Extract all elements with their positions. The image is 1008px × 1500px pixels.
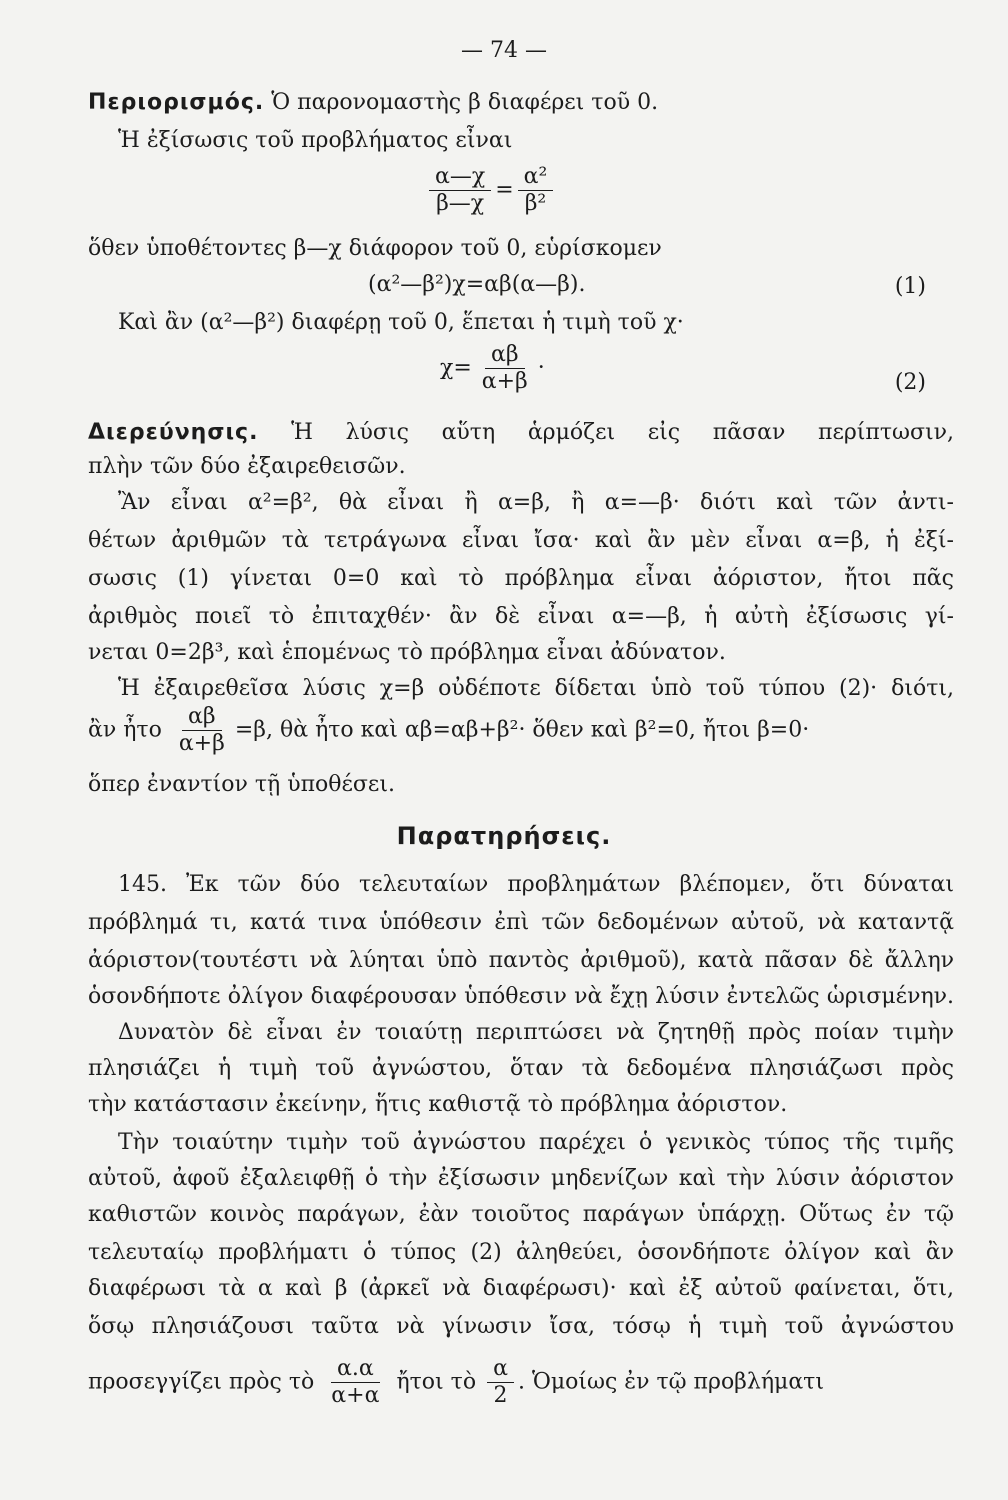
section-145-p3-line: Τὴν τοιαύτην τιμὴν τοῦ ἀγνώστου παρέχει ὁ γενικὸς τύπος τῆς τιμῆς	[118, 1130, 954, 1155]
equation-2: χ= $\frac{\alpha\beta}{\alpha+\beta}$ ·	[440, 342, 545, 394]
observations-heading: Παρατηρήσεις.	[396, 822, 612, 850]
section-145-line: ὁσονδήποτε ὀλίγον διαφέρουσαν ὑπόθεσιν νὰ ἔχῃ λύσιν ἐντελῶς ὡρισμένην.	[88, 984, 954, 1009]
section-145-line: ἀόριστον(τουτέστι νὰ λύηται ὑπὸ παντὸς ἀριθμοῦ), κατὰ πᾶσαν δὲ ἄλλην	[88, 948, 954, 973]
and-if-line: Καὶ ἂν (α²—β²) διαφέρῃ τοῦ 0, ἕπεται ἡ τιμὴ τοῦ χ·	[118, 310, 684, 335]
equation-1: (α²—β²)χ=αβ(α—β).	[368, 272, 586, 297]
discussion-line-2: πλὴν τῶν δύο ἐξαιρεθεισῶν.	[88, 454, 406, 479]
fraction-a-over-2: $\frac{\alpha}{2}$	[487, 1356, 514, 1409]
discussion-p2-line: θέτων ἀριθμῶν τὰ τετράγωνα εἶναι ἴσα· καὶ ἂν μὲν εἶναι α=β, ἡ ἐξί-	[88, 528, 954, 553]
section-145-p3-line: διαφέρωσι τὰ α καὶ β (ἀρκεῖ νὰ διαφέρωσι)· καὶ ἐξ αὐτοῦ φαίνεται, ὅτι,	[88, 1276, 954, 1301]
section-145-p2-line: τὴν κατάστασιν ἐκείνην, ἥτις καθιστᾷ τὸ πρόβλημα ἀόριστον.	[88, 1092, 788, 1117]
discussion-p2-line: ἀριθμὸς ποιεῖ τὸ ἐπιταχθέν· ἂν δὲ εἶναι α=—β, ἡ αὐτὴ ἐξίσωσις γί-	[88, 604, 954, 629]
discussion-p2-line: Ἂν εἶναι α²=β², θὰ εἶναι ἢ α=β, ἢ α=—β· διότι καὶ τῶν ἀντι-	[118, 490, 954, 515]
section-145-p3-line: ὅσῳ πλησιάζουσι ταῦτα νὰ γίνωσιν ἴσα, τόσῳ ἡ τιμὴ τοῦ ἀγνώστου	[88, 1314, 954, 1339]
discussion-p3-line: Ἡ ἐξαιρεθεῖσα λύσις χ=β οὐδέποτε δίδεται ὑπὸ τοῦ τύπου (2)· διότι,	[118, 676, 954, 701]
section-145-line: 145. Ἐκ τῶν δύο τελευταίων προβλημάτων βλέπομεν, ὅτι δύναται	[118, 872, 954, 897]
fraction-ab-inline: $\frac{\alpha\beta}{\alpha+\beta}$	[178, 704, 225, 756]
section-145-p3-line: αὐτοῦ, ἀφοῦ ἐξαλειφθῇ ὁ τὴν ἐξίσωσιν μηδενίζων καὶ τὴν λύσιν ἀόριστον	[88, 1166, 954, 1191]
restriction-heading: Περιορισμός.	[88, 90, 265, 115]
section-145-p2-line: πλησιάζει ἡ τιμὴ τοῦ ἀγνώστου, ὅταν τὰ δεδομένα πλησιάζωσι πρὸς	[88, 1056, 954, 1081]
section-145-p2-line: Δυνατὸν δὲ εἶναι ἐν τοιαύτῃ περιπτώσει νὰ ζητηθῇ πρὸς ποίαν τιμὴν	[118, 1020, 954, 1045]
main-equation: $\frac{\alpha—\chi}{\beta—\chi}$ = $\frac{\text{α²}}{\text{β²}}$	[425, 164, 557, 217]
fraction-left: $\frac{\alpha—\chi}{\beta—\chi}$	[429, 164, 491, 217]
discussion-line-1: Διερεύνησις. Ἡ λύσις αὕτη ἁρμόζει εἰς πᾶσαν περίπτωσιν,	[88, 420, 954, 445]
discussion-heading: Διερεύνησις.	[88, 420, 259, 445]
section-145-line: πρόβλημά τι, κατά τινα ὑπόθεσιν ἐπὶ τῶν δεδομένων αὐτοῦ, νὰ καταντᾷ	[88, 910, 954, 935]
discussion-p2-line: σωσις (1) γίνεται 0=0 καὶ τὸ πρόβλημα εἶναι ἀόριστον, ἤτοι πᾶς	[88, 566, 954, 591]
page-number: — 74 —	[461, 38, 547, 63]
section-145-last-line: προσεγγίζει πρὸς τὸ $\frac{\alpha.\alpha}{\alpha+\alpha}$ ἤτοι τὸ $\frac{\alpha}{2}$ . Ὁμοίως ἐν τῷ προβλήματι	[88, 1356, 824, 1408]
section-145-p3-line: καθιστῶν κοινὸς παράγων, ἐὰν τοιοῦτος παράγων ὑπάρχῃ. Οὕτως ἐν τῷ	[88, 1202, 954, 1227]
fraction-aa: $\frac{\alpha.\alpha}{\alpha+\alpha}$	[331, 1356, 380, 1408]
equation-2-number: (2)	[894, 370, 926, 395]
assuming-line: ὅθεν ὑποθέτοντες β—χ διάφορον τοῦ 0, εὑρίσκομεν	[88, 236, 662, 261]
discussion-p3-line: ὅπερ ἐναντίον τῇ ὑποθέσει.	[88, 772, 395, 797]
fraction-right: $\frac{\text{α²}}{\text{β²}}$	[518, 164, 554, 217]
restriction-line	[88, 88, 658, 118]
section-145-p3-line: τελευταίῳ προβλήματι ὁ τύπος (2) ἀληθεύει, ὁσονδήποτε ὀλίγον καὶ ἂν	[88, 1240, 954, 1265]
equation-intro: Ἡ ἐξίσωσις τοῦ προβλήματος εἶναι	[118, 128, 513, 153]
restriction-text: Ὁ παρονομαστὴς β διαφέρει τοῦ 0.	[271, 90, 659, 115]
discussion-p3-formula-line: ἂν ἦτο $\frac{\alpha\beta}{\alpha+\beta}$ =β, θὰ ἦτο καὶ αβ=αβ+β²· ὅθεν καὶ β²=0, ἤτοι β=0·	[88, 704, 810, 756]
fraction-ab: $\frac{\alpha\beta}{\alpha+\beta}$	[481, 342, 528, 394]
equation-1-number: (1)	[894, 274, 926, 299]
discussion-p2-line: νεται 0=2β³, καὶ ἑπομένως τὸ πρόβλημα εἶναι ἀδύνατον.	[88, 640, 726, 665]
